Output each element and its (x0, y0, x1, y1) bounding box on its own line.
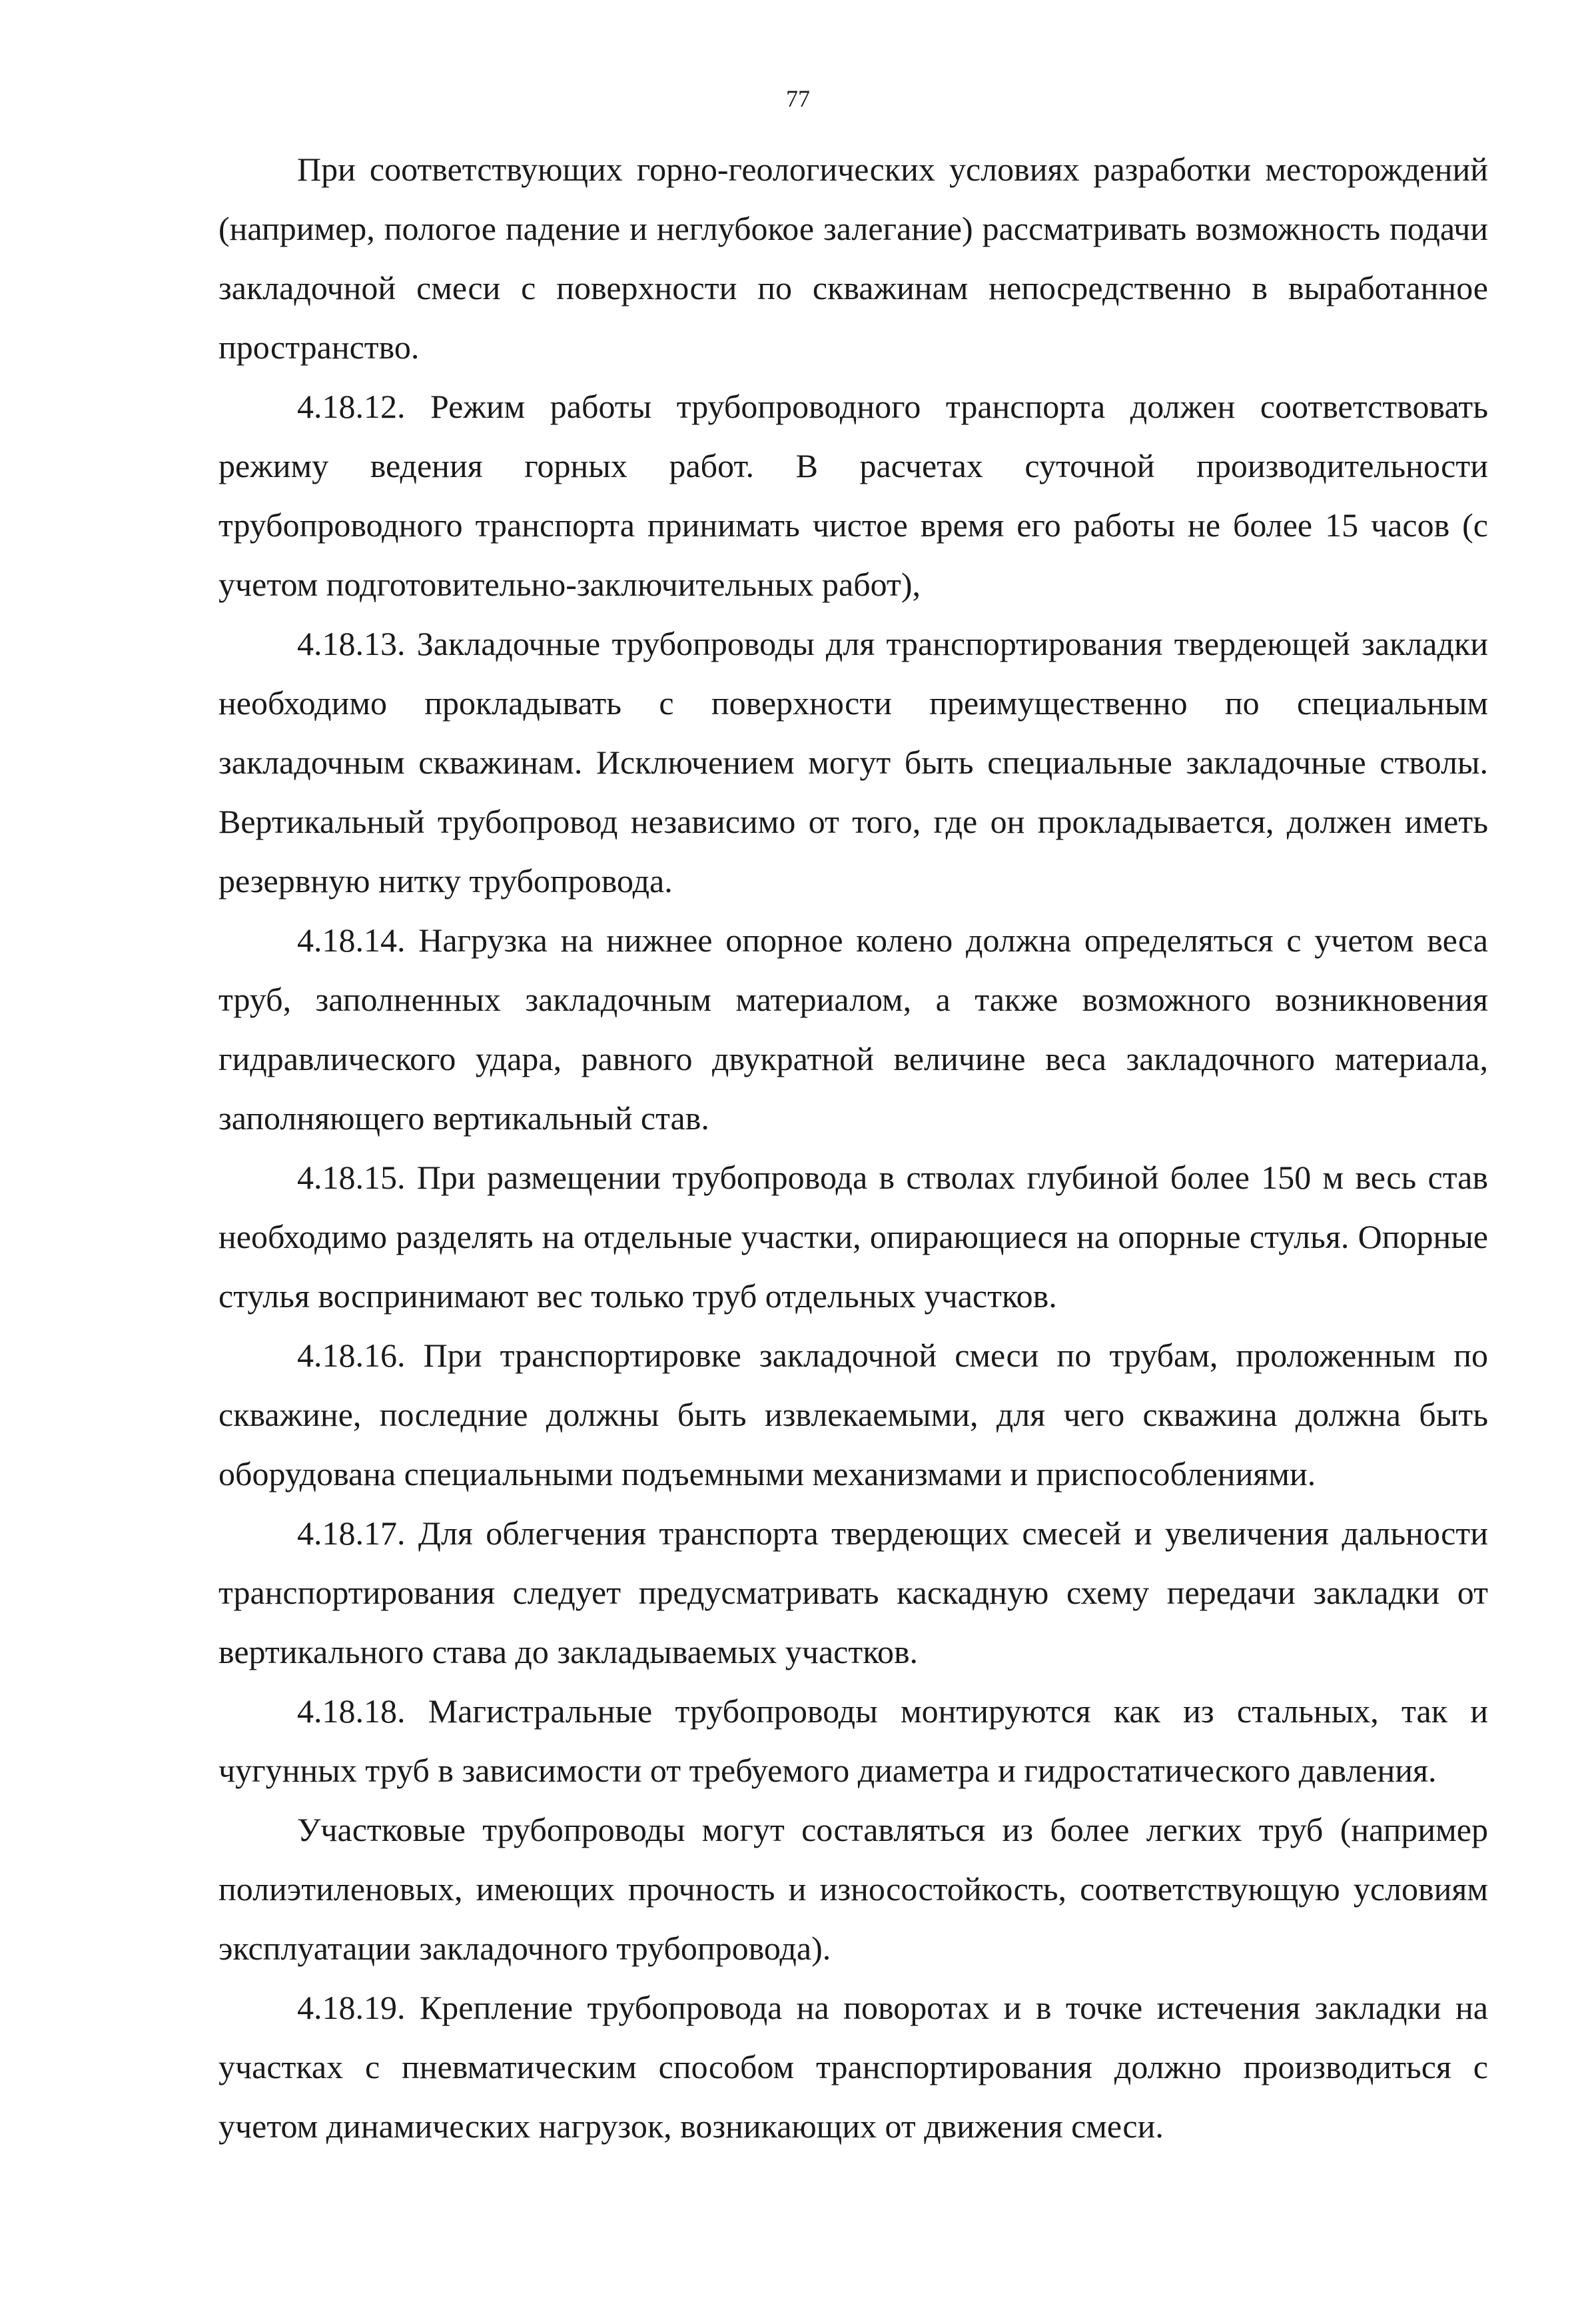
paragraph-4-18-15: 4.18.15. При размещении трубопровода в стволах глубиной более 150 м весь став необходимо разделять на отдельные участки, опирающиеся на опорные стулья. Опорные стулья воспринимают вес только труб отдельных участков. (218, 1159, 1488, 1315)
paragraph-4-18-19: 4.18.19. Крепление трубопровода на поворотах и в точке истечения закладки на участках с пневматическим способом транспортирования должно производиться с учетом динамических нагрузок, возникающих от движения смеси. (218, 1989, 1488, 2145)
page-number: 77 (786, 85, 810, 112)
paragraph-4-18-14: 4.18.14. Нагрузка на нижнее опорное колено должна определяться с учетом веса труб, заполненных закладочным материалом, а также возможного возникновения гидравлического удара, равного двукратной величине веса закладочного материала, заполняющего вертикальный став. (218, 921, 1488, 1137)
paragraph-intro-backfill-wells: При соответствующих горно-геологических условиях разработки месторождений (например, пологое падение и неглубокое залегание) рассматривать возможность подачи закладочной смеси с поверхности по скважинам непосредственно в выработанное пространство. (218, 151, 1488, 366)
paragraph-4-18-18: 4.18.18. Магистральные трубопроводы монтируются как из стальных, так и чугунных труб в зависимости от требуемого диаметра и гидростатического давления. (218, 1692, 1488, 1789)
paragraph-4-18-17: 4.18.17. Для облегчения транспорта твердеющих смесей и увеличения дальности транспортирования следует предусматривать каскадную схему передачи закладки от вертикального става до закладываемых участков. (218, 1514, 1488, 1670)
paragraph-4-18-13: 4.18.13. Закладочные трубопроводы для транспортирования твердеющей закладки необходимо прокладывать с поверхности преимущественно по специальным закладочным скважинам. Исключением могут быть специальные закладочные стволы. Вертикальный трубопровод независимо от того, где он прокладывается, должен иметь резервную нитку трубопровода. (218, 625, 1488, 899)
paragraph-section-pipelines: Участковые трубопроводы могут составляться из более легких труб (например полиэтиленовых, имеющих прочность и износостойкость, соответствующую условиям эксплуатации закладочного трубопровода). (218, 1811, 1488, 1967)
document-body (218, 140, 1488, 2156)
paragraph-4-18-16: 4.18.16. При транспортировке закладочной смеси по трубам, проложенным по скважине, последние должны быть извлекаемыми, для чего скважина должна быть оборудована специальными подъемными механизмами и приспособлениями. (218, 1337, 1488, 1492)
paragraph-4-18-12: 4.18.12. Режим работы трубопроводного транспорта должен соответствовать режиму ведения горных работ. В расчетах суточной производительности трубопроводного транспорта принимать чистое время его работы не более 15 часов (с учетом подготовительно-заключительных работ), (218, 388, 1488, 603)
